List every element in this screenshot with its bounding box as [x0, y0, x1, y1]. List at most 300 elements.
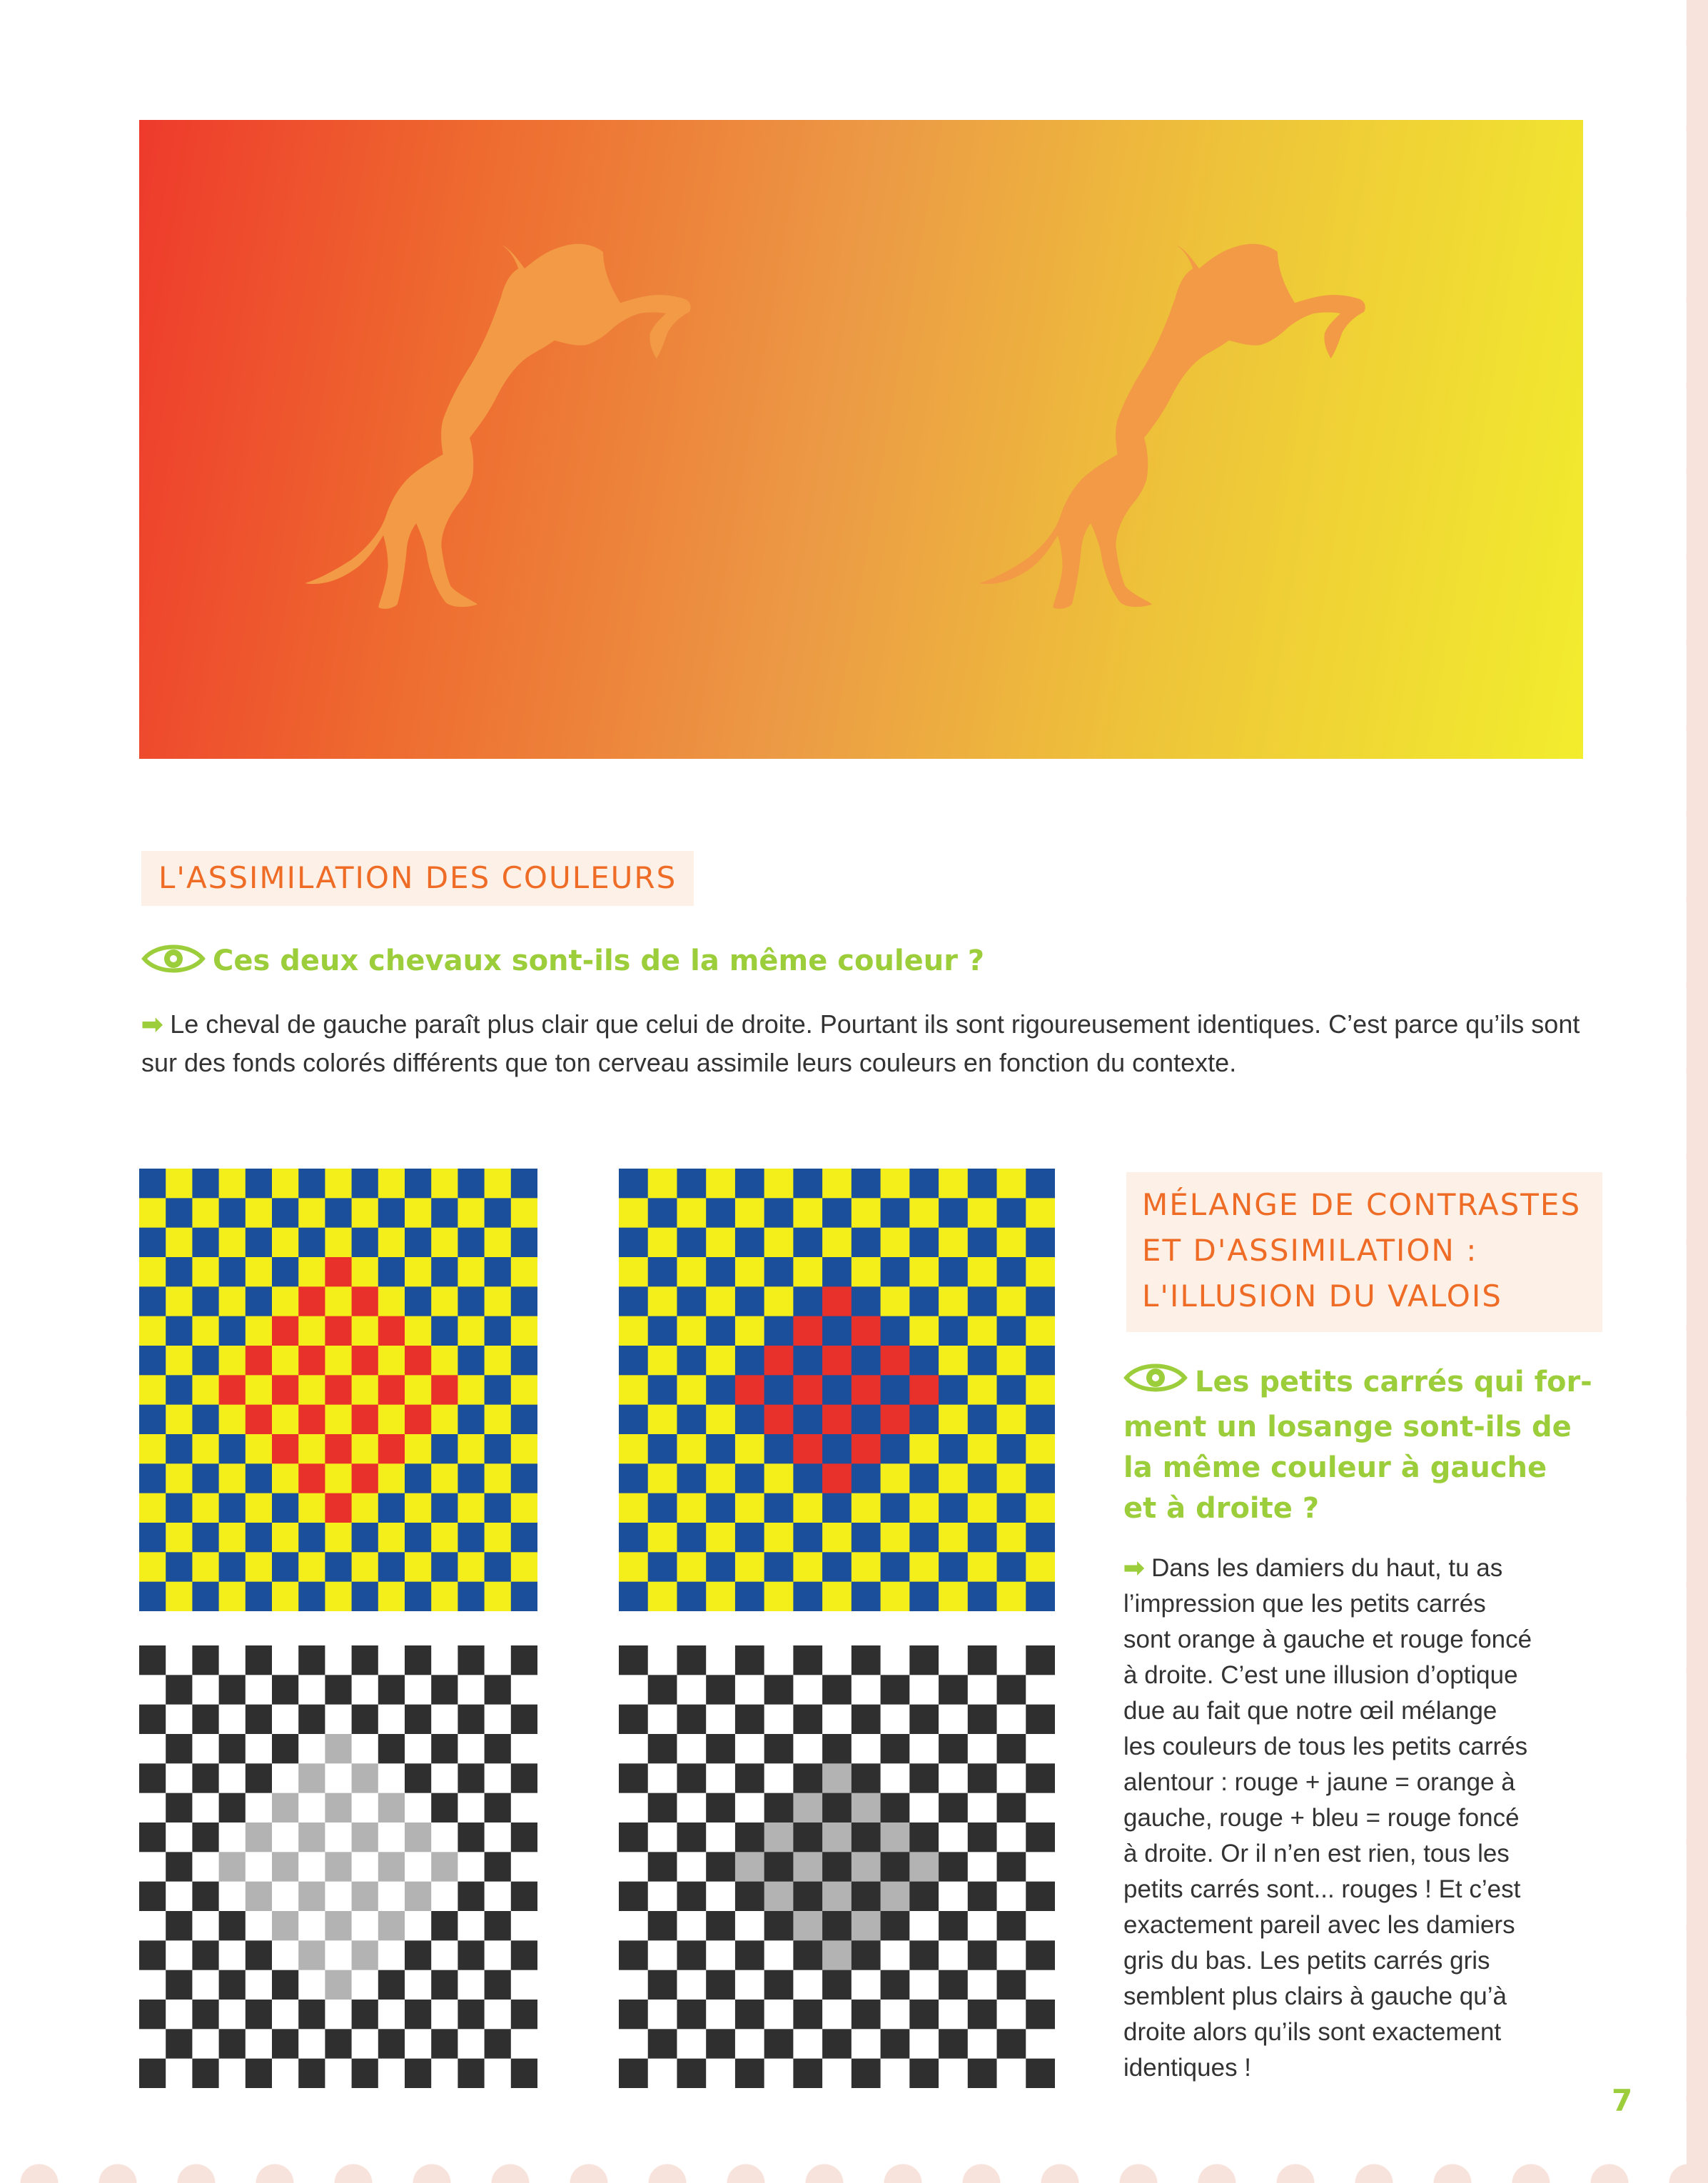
checker-cell: [677, 1645, 706, 1675]
checker-cell: [458, 1705, 485, 1735]
checker-cell: [166, 1970, 193, 2000]
checker-cell: [325, 1493, 352, 1523]
checker-cell: [852, 1582, 881, 1611]
question-line-3: la même couleur à gauche: [1123, 1451, 1547, 1484]
checker-cell: [325, 2029, 352, 2059]
checker-cell: [648, 1675, 677, 1705]
checker-cell: [852, 2000, 881, 2030]
checker-cell: [648, 1970, 677, 2000]
checker-cell: [735, 1852, 764, 1882]
checker-cell: [485, 1316, 512, 1346]
checker-cell: [352, 1198, 379, 1228]
checker-cell: [458, 1911, 485, 1941]
checker-cell: [166, 1198, 193, 1228]
checker-cell: [997, 1793, 1026, 1823]
checker-cell: [881, 1970, 910, 2000]
checker-cell: [431, 1463, 458, 1493]
checker-cell: [352, 1169, 379, 1199]
checker-cell: [764, 1582, 794, 1611]
checker-cell: [1026, 1286, 1055, 1316]
checker-cell: [677, 1405, 706, 1435]
checker-cell: [822, 1257, 852, 1287]
checker-cell: [272, 1970, 299, 2000]
checker-cell: [619, 1493, 648, 1523]
checker-cell: [405, 1375, 432, 1405]
checker-cell: [246, 2029, 273, 2059]
checker-cell: [619, 1169, 648, 1199]
question-line-4: et à droite ?: [1123, 1492, 1320, 1525]
checker-cell: [968, 1705, 997, 1735]
checker-cell: [298, 1822, 325, 1852]
checker-cell: [939, 1346, 968, 1376]
checker-cell: [968, 1763, 997, 1793]
checker-cell: [298, 1346, 325, 1376]
checker-cell: [511, 1286, 537, 1316]
checker-cell: [881, 1434, 910, 1464]
checker-cell: [298, 1257, 325, 1287]
checker-cell: [511, 1793, 537, 1823]
checker-cell: [431, 1582, 458, 1611]
checker-cell: [822, 1346, 852, 1376]
checker-cell: [485, 2000, 512, 2030]
checker-cell: [968, 1463, 997, 1493]
checker-cell: [764, 1463, 794, 1493]
checker-cell: [219, 2029, 246, 2059]
checker-cell: [405, 1286, 432, 1316]
checker-cell: [881, 1582, 910, 1611]
checker-cell: [246, 1286, 273, 1316]
checker-cell: [431, 1552, 458, 1582]
checker-cell: [939, 1493, 968, 1523]
checker-cell: [968, 1852, 997, 1882]
checker-cell: [619, 1463, 648, 1493]
checker-cell: [881, 1286, 910, 1316]
checker-cell: [968, 2059, 997, 2088]
checker-cell: [485, 1257, 512, 1287]
checker-cell: [706, 1645, 735, 1675]
checker-cell: [735, 1882, 764, 1912]
checker-cell: [219, 1582, 246, 1611]
checker-cell: [706, 1228, 735, 1258]
checker-cell: [852, 1552, 881, 1582]
checker-cell: [246, 1316, 273, 1346]
checker-cell: [881, 1793, 910, 1823]
checker-cell: [822, 1375, 852, 1405]
checker-cell: [822, 1286, 852, 1316]
checker-cell: [619, 1552, 648, 1582]
checker-cell: [939, 1882, 968, 1912]
checker-cell: [735, 2029, 764, 2059]
checker-cell: [677, 1793, 706, 1823]
checker-cell: [677, 1970, 706, 2000]
checker-cell: [793, 1286, 822, 1316]
checker-cell: [272, 1940, 299, 1970]
checker-cell: [378, 1582, 405, 1611]
checker-cell: [677, 1493, 706, 1523]
question-horses: [141, 941, 984, 984]
checker-cell: [485, 1970, 512, 2000]
checker-cell: [246, 1346, 273, 1376]
checker-cell: [822, 1645, 852, 1675]
checker-cell: [485, 1822, 512, 1852]
checker-cell: [735, 1940, 764, 1970]
checker-cell: [511, 1228, 537, 1258]
checker-cell: [325, 2000, 352, 2030]
checker-cell: [822, 1169, 852, 1199]
checker-cell: [619, 1582, 648, 1611]
checker-cell: [378, 1852, 405, 1882]
checker-cell: [298, 1434, 325, 1464]
checker-cell: [405, 1493, 432, 1523]
checker-cell: [325, 1734, 352, 1764]
checker-cell: [677, 1523, 706, 1553]
checker-cell: [405, 1169, 432, 1199]
checker-cell: [405, 1257, 432, 1287]
checker-cell: [1026, 1257, 1055, 1287]
checker-cell: [405, 1405, 432, 1435]
checker-cell: [405, 1582, 432, 1611]
checker-cell: [378, 1523, 405, 1553]
checker-cell: [431, 1523, 458, 1553]
checker-cell: [677, 1375, 706, 1405]
checker-cell: [852, 1346, 881, 1376]
checker-cell: [764, 1793, 794, 1823]
checker-cell: [735, 1645, 764, 1675]
checker-cell: [909, 1434, 939, 1464]
checker-cell: [431, 1970, 458, 2000]
checker-cell: [511, 1822, 537, 1852]
checker-cell: [192, 1645, 219, 1675]
checker-cell: [298, 2000, 325, 2030]
checker-cell: [458, 1582, 485, 1611]
checker-cell: [822, 1675, 852, 1705]
answer-line: droite alors qu’ils sont exactement: [1123, 2018, 1502, 2046]
page-number: 7: [1612, 2083, 1633, 2118]
checker-cell: [1026, 1582, 1055, 1611]
checker-cell: [852, 1198, 881, 1228]
checker-cell: [706, 1882, 735, 1912]
checker-cell: [272, 1523, 299, 1553]
checker-cell: [298, 1705, 325, 1735]
checker-cell: [378, 2029, 405, 2059]
checker-cell: [1026, 1552, 1055, 1582]
checker-cell: [272, 1375, 299, 1405]
checker-cell: [909, 1970, 939, 2000]
checker-cell: [619, 1822, 648, 1852]
checker-cell: [852, 1228, 881, 1258]
checker-cell: [939, 1582, 968, 1611]
checker-cell: [968, 1169, 997, 1199]
checker-cell: [192, 1675, 219, 1705]
checker-cell: [997, 1734, 1026, 1764]
checker-cell: [968, 1940, 997, 1970]
checker-cell: [192, 2059, 219, 2088]
checker-cell: [325, 1169, 352, 1199]
checker-cell: [997, 1257, 1026, 1287]
checker-cell: [1026, 1645, 1055, 1675]
checker-cell: [706, 1822, 735, 1852]
checker-cell: [706, 1405, 735, 1435]
checker-cell: [706, 1852, 735, 1882]
checker-cell: [485, 1882, 512, 1912]
checker-cell: [648, 1375, 677, 1405]
checker-cell: [909, 1405, 939, 1435]
checker-cell: [968, 1434, 997, 1464]
checker-cell: [619, 1286, 648, 1316]
checker-cell: [881, 1493, 910, 1523]
checker-cell: [735, 1405, 764, 1435]
checker-cell: [511, 2029, 537, 2059]
checker-cell: [909, 1582, 939, 1611]
checker-cell: [619, 1198, 648, 1228]
checker-cell: [997, 1852, 1026, 1882]
checker-cell: [139, 1675, 166, 1705]
checker-cell: [352, 1463, 379, 1493]
checker-cell: [735, 2059, 764, 2088]
checker-cell: [764, 1552, 794, 1582]
checker-bottom-right: [619, 1645, 1055, 2088]
checker-cell: [735, 1198, 764, 1228]
checker-cell: [648, 1734, 677, 1764]
checker-cell: [909, 1822, 939, 1852]
checker-cell: [352, 1434, 379, 1464]
checker-cell: [511, 1198, 537, 1228]
checker-cell: [139, 1882, 166, 1912]
checker-cell: [706, 1763, 735, 1793]
answer-line: alentour : rouge + jaune = orange à: [1123, 1768, 1515, 1796]
checker-cell: [431, 1852, 458, 1882]
checker-cell: [378, 1346, 405, 1376]
checker-cell: [619, 2000, 648, 2030]
checker-cell: [192, 1763, 219, 1793]
checker-cell: [192, 1346, 219, 1376]
checker-cell: [511, 1675, 537, 1705]
checker-cell: [431, 1434, 458, 1464]
checker-cell: [166, 1852, 193, 1882]
checker-cell: [881, 1257, 910, 1287]
checker-cell: [909, 1734, 939, 1764]
checker-cell: [298, 1911, 325, 1941]
checker-cell: [619, 1375, 648, 1405]
answer-line: à droite. C’est une illusion d’optique: [1123, 1661, 1518, 1689]
checker-cell: [219, 1852, 246, 1882]
checker-cell: [192, 2029, 219, 2059]
checker-cell: [192, 1882, 219, 1912]
checker-cell: [764, 1286, 794, 1316]
checker-cell: [166, 1228, 193, 1258]
tag-line-1: MÉLANGE DE CONTRASTES: [1142, 1187, 1582, 1222]
checker-cell: [677, 1882, 706, 1912]
checker-cell: [431, 1675, 458, 1705]
checker-cell: [793, 1552, 822, 1582]
eye-icon: [141, 941, 206, 984]
checker-cell: [677, 1822, 706, 1852]
checker-cell: [298, 1463, 325, 1493]
checker-cell: [619, 1434, 648, 1464]
checker-cell: [735, 1763, 764, 1793]
checker-cell: [735, 1705, 764, 1735]
checker-cell: [735, 1228, 764, 1258]
checker-cell: [822, 1405, 852, 1435]
checker-cell: [648, 1523, 677, 1553]
checker-cell: [219, 1734, 246, 1764]
checker-cell: [1026, 1198, 1055, 1228]
checker-cell: [852, 1493, 881, 1523]
checker-cell: [939, 1286, 968, 1316]
checker-cell: [352, 2000, 379, 2030]
checker-cell: [793, 1198, 822, 1228]
checker-cell: [298, 1286, 325, 1316]
checker-cell: [677, 1198, 706, 1228]
checker-cell: [939, 1169, 968, 1199]
checker-cell: [735, 1793, 764, 1823]
checker-cell: [619, 1705, 648, 1735]
checker-cell: [764, 1645, 794, 1675]
checker-cell: [881, 2000, 910, 2030]
checker-cell: [648, 1228, 677, 1258]
checker-cell: [139, 1822, 166, 1852]
checker-cell: [511, 2059, 537, 2088]
checker-cell: [939, 1734, 968, 1764]
checker-cell: [939, 1940, 968, 1970]
checker-cell: [997, 1463, 1026, 1493]
checker-cell: [378, 1405, 405, 1435]
checker-cell: [272, 1852, 299, 1882]
answer-line: Dans les damiers du haut, tu as: [1151, 1554, 1503, 1582]
checker-cell: [648, 1940, 677, 1970]
checker-cell: [458, 2059, 485, 2088]
checker-cell: [735, 1552, 764, 1582]
checker-cell: [431, 1375, 458, 1405]
checker-cell: [706, 1169, 735, 1199]
checker-cell: [764, 1675, 794, 1705]
checker-cell: [909, 1852, 939, 1882]
checker-cell: [822, 1763, 852, 1793]
checker-cell: [997, 1822, 1026, 1852]
checker-cell: [648, 1705, 677, 1735]
checker-cell: [219, 1763, 246, 1793]
checker-cell: [648, 1463, 677, 1493]
arrow-right-icon: ➡: [1123, 1554, 1145, 1582]
checker-cell: [706, 2059, 735, 2088]
checker-cell: [619, 1882, 648, 1912]
checker-cell: [1026, 1970, 1055, 2000]
checker-cell: [793, 1940, 822, 1970]
checker-cell: [272, 1734, 299, 1764]
checker-cell: [939, 1675, 968, 1705]
checker-cell: [458, 1940, 485, 1970]
checker-cell: [405, 1705, 432, 1735]
checker-cell: [431, 1940, 458, 1970]
checker-cell: [793, 1316, 822, 1346]
checker-cell: [485, 1763, 512, 1793]
checker-cell: [431, 1645, 458, 1675]
checker-cell: [939, 1911, 968, 1941]
checker-cell: [511, 1734, 537, 1764]
checker-cell: [1026, 1405, 1055, 1435]
checker-cell: [619, 1523, 648, 1553]
checker-cell: [378, 1316, 405, 1346]
checker-cell: [997, 1493, 1026, 1523]
checker-cell: [272, 1793, 299, 1823]
checker-cell: [378, 1493, 405, 1523]
checker-cell: [485, 1346, 512, 1376]
checker-cell: [1026, 2029, 1055, 2059]
answer-line: due au fait que notre œil mélange: [1123, 1697, 1497, 1725]
checker-cell: [219, 1940, 246, 1970]
checker-cell: [405, 1434, 432, 1464]
checker-cell: [272, 1705, 299, 1735]
checker-cell: [735, 1911, 764, 1941]
checker-cell: [246, 2059, 273, 2088]
checker-cell: [431, 1405, 458, 1435]
checker-cell: [485, 1645, 512, 1675]
checker-cell: [166, 2059, 193, 2088]
checker-cell: [909, 1463, 939, 1493]
checker-cell: [272, 1822, 299, 1852]
checker-cell: [458, 1463, 485, 1493]
checker-cell: [431, 1169, 458, 1199]
checker-cell: [881, 1552, 910, 1582]
checker-cell: [706, 2029, 735, 2059]
checker-cell: [405, 1552, 432, 1582]
checker-cell: [764, 1198, 794, 1228]
checker-cell: [352, 1523, 379, 1553]
checker-cell: [458, 2029, 485, 2059]
checker-cell: [431, 2000, 458, 2030]
checker-cell: [458, 1763, 485, 1793]
checker-cell: [997, 1375, 1026, 1405]
checker-cell: [325, 1852, 352, 1882]
checker-cell: [793, 1169, 822, 1199]
checker-cell: [939, 1822, 968, 1852]
checker-cell: [431, 1346, 458, 1376]
checker-cell: [378, 1552, 405, 1582]
checker-cell: [822, 1582, 852, 1611]
checker-cell: [706, 1434, 735, 1464]
checker-cell: [166, 1734, 193, 1764]
checker-cell: [909, 2000, 939, 2030]
checker-cell: [431, 2029, 458, 2059]
checker-cell: [246, 1493, 273, 1523]
answer-line: les couleurs de tous les petits carrés: [1123, 1733, 1528, 1760]
checker-cell: [619, 1645, 648, 1675]
checker-cell: [325, 1705, 352, 1735]
checker-cell: [511, 1882, 537, 1912]
checker-cell: [325, 1675, 352, 1705]
checker-cell: [192, 1734, 219, 1764]
checker-cell: [939, 1434, 968, 1464]
checker-cell: [881, 1911, 910, 1941]
checker-cell: [485, 1675, 512, 1705]
checker-cell: [246, 1705, 273, 1735]
checker-cell: [793, 1970, 822, 2000]
answer-horses: [141, 1005, 1583, 1082]
checker-cell: [246, 2000, 273, 2030]
checker-cell: [298, 1198, 325, 1228]
checker-cell: [458, 1793, 485, 1823]
checker-cell: [677, 1852, 706, 1882]
checker-cell: [648, 1493, 677, 1523]
checker-cell: [997, 1228, 1026, 1258]
question-line-1: Les petits carrés qui for-: [1195, 1366, 1592, 1398]
checker-cell: [997, 1911, 1026, 1941]
checker-cell: [139, 1169, 166, 1199]
checker-cell: [139, 1463, 166, 1493]
checker-cell: [881, 2029, 910, 2059]
checker-cell: [648, 1257, 677, 1287]
checker-cell: [219, 1705, 246, 1735]
